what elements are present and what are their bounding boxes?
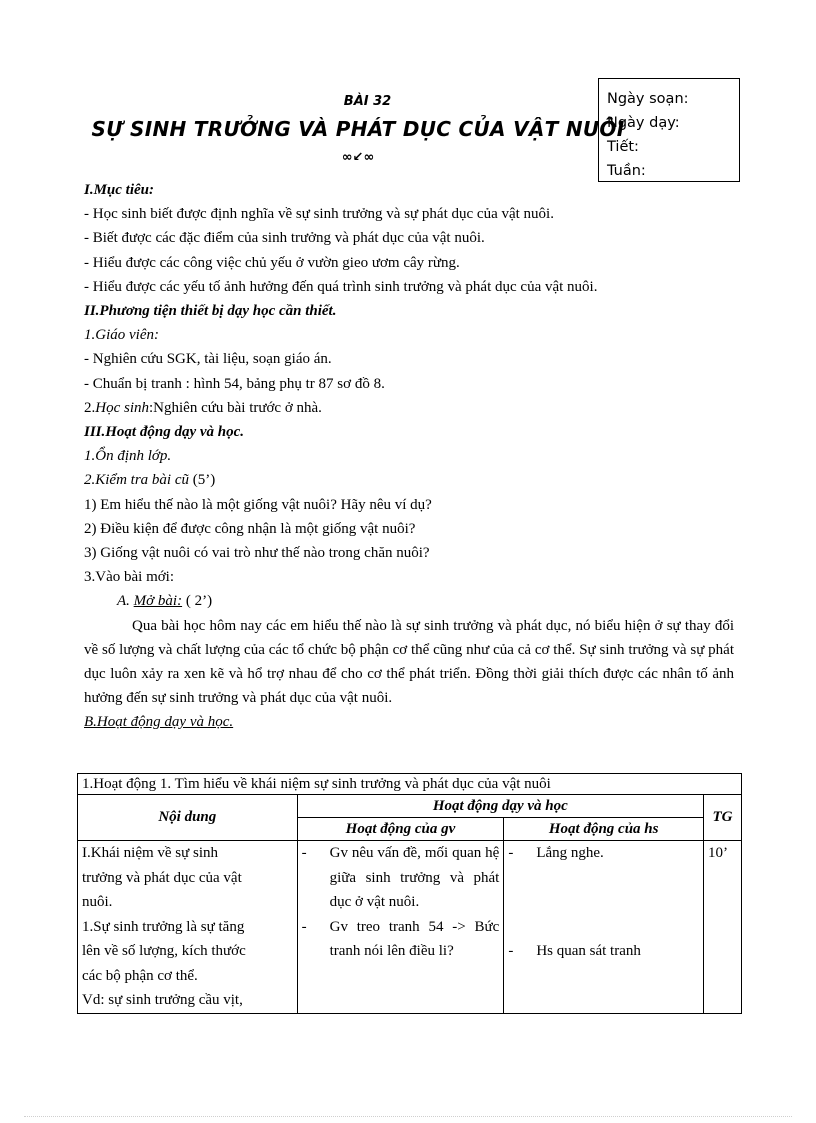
- opening-prefix: A.: [117, 593, 134, 610]
- new-lesson-heading: 3.Vào bài mới:: [84, 569, 174, 586]
- column-header-time: TG: [704, 795, 742, 841]
- week-label: Tuần:: [607, 163, 646, 179]
- student-text: :Nghiên cứu bài trước ở nhà.: [149, 399, 322, 416]
- page-bottom-divider: [24, 1116, 792, 1117]
- student-preparation: [84, 396, 744, 420]
- student-activity-item: - Hs quan sát tranh: [508, 942, 641, 959]
- review-label: 2.Kiểm tra bài cũ: [84, 472, 189, 489]
- opening-label: Mở bài:: [133, 593, 183, 610]
- teacher-subheading: 1.Giáo viên:: [84, 327, 159, 344]
- column-header-teacher: Hoạt động của gv: [297, 818, 504, 841]
- opening-paragraph: Qua bài học hôm nay các em hiểu thế nào là sự sinh trưởng và phát dục, nó biểu hiện ở sự thay đổi về số lượng và chất lượng của các tổ chức bộ phận cơ thể cũng như của cả cơ thể. Sự sinh trưởng và sự phát dục luôn xảy ra xen kẽ và hổ trợ nhau để cho cơ thể phát triển. Đồng thời giải thích được các nhân tố ảnh hưởng đến sự sinh trưởng và phát dục của vật nuôi.: [84, 617, 734, 707]
- student-activity-item: - Lắng nghe.: [508, 845, 604, 861]
- teacher-activity-item: - Gv nêu vấn đề, mối quan hệ giữa sinh trưởng và phát dục ở vật nuôi.: [301, 845, 500, 910]
- teacher-item: - Chuẩn bị tranh : hình 54, bảng phụ tr 87 sơ đồ 8.: [84, 375, 385, 392]
- content-line: I.Khái niệm về sự sinh: [82, 845, 219, 861]
- content-line: lên về số lượng, kích thước: [82, 943, 246, 959]
- objective-item: - Hiểu được các yếu tố ảnh hưởng đến quá trình sinh trưởng và phát dục của vật nuôi.: [84, 278, 598, 295]
- section-materials-heading: II.Phương tiện thiết bị dạy học cần thiết.: [84, 303, 337, 320]
- content-line: 1.Sự sinh trưởng là sự tăng: [82, 918, 245, 935]
- class-organization: 1.Ổn định lớp.: [84, 448, 172, 465]
- activity-time: 10’: [708, 845, 729, 861]
- date-taught-label: Ngày dạy:: [607, 115, 680, 131]
- objective-item: - Biết được các đặc điểm của sinh trưởng và phát dục của vật nuôi.: [84, 230, 485, 247]
- period-label: Tiết:: [607, 139, 639, 155]
- opening-heading: [84, 589, 744, 613]
- teacher-activity-cell: [297, 841, 504, 1014]
- content-line: các bộ phận cơ thể.: [82, 967, 198, 984]
- objective-item: - Hiểu được các công việc chủ yếu ở vườn gieo ươm cây rừng.: [84, 254, 460, 271]
- teacher-activity-item: - Gv treo tranh 54 -> Bức tranh nói lên điều li?: [301, 918, 500, 959]
- lesson-number: BÀI 32: [343, 94, 392, 109]
- review-question: 2) Điều kiện để được công nhận là một giống vật nuôi?: [84, 520, 416, 537]
- student-label: Học sinh: [95, 399, 149, 416]
- content-line: Vd: sự sinh trưởng cầu vịt,: [82, 992, 243, 1008]
- date-prepared-label: Ngày soạn:: [607, 91, 689, 107]
- time-cell: [704, 841, 742, 1014]
- review-time: (5’): [189, 472, 216, 489]
- opening-time: ( 2’): [182, 593, 213, 610]
- activity-table: [77, 773, 742, 1014]
- teaching-activities-heading: B.Hoạt động dạy và học.: [84, 714, 234, 731]
- column-header-student: Hoạt động của hs: [504, 818, 704, 841]
- objective-item: - Học sinh biết được định nghĩa về sự sinh trưởng và sự phát dục của vật nuôi.: [84, 206, 554, 223]
- review-question: 3) Giống vật nuôi có vai trò như thế nào trong chăn nuôi?: [84, 545, 430, 562]
- lesson-title: SỰ SINH TRƯỞNG VÀ PHÁT DỤC CỦA VẬT NUÔI: [91, 117, 625, 141]
- review-question: 1) Em hiểu thế nào là một giống vật nuôi? Hãy nêu ví dụ?: [84, 496, 432, 513]
- section-objectives-heading: I.Mục tiêu:: [84, 182, 155, 198]
- student-activity-cell: [504, 841, 704, 1014]
- column-header-content: Nội dung: [78, 795, 298, 841]
- content-cell: [78, 841, 298, 1014]
- content-line: nuôi.: [82, 894, 113, 910]
- section-activities-heading: III.Hoạt động dạy và học.: [84, 424, 245, 441]
- lesson-body: [84, 178, 744, 735]
- column-header-activities: Hoạt động dạy và học: [297, 795, 703, 818]
- teacher-item: - Nghiên cứu SGK, tài liệu, soạn giáo án.: [84, 351, 332, 368]
- activity-table-title: 1.Hoạt động 1. Tìm hiểu về khái niệm sự sinh trưởng và phát dục của vật nuôi: [78, 774, 742, 795]
- ornament-divider: ∞↙∞: [341, 150, 375, 165]
- review-heading: [84, 468, 744, 492]
- content-line: trưởng và phát dục của vật: [82, 869, 242, 886]
- student-prefix: 2.: [84, 399, 96, 416]
